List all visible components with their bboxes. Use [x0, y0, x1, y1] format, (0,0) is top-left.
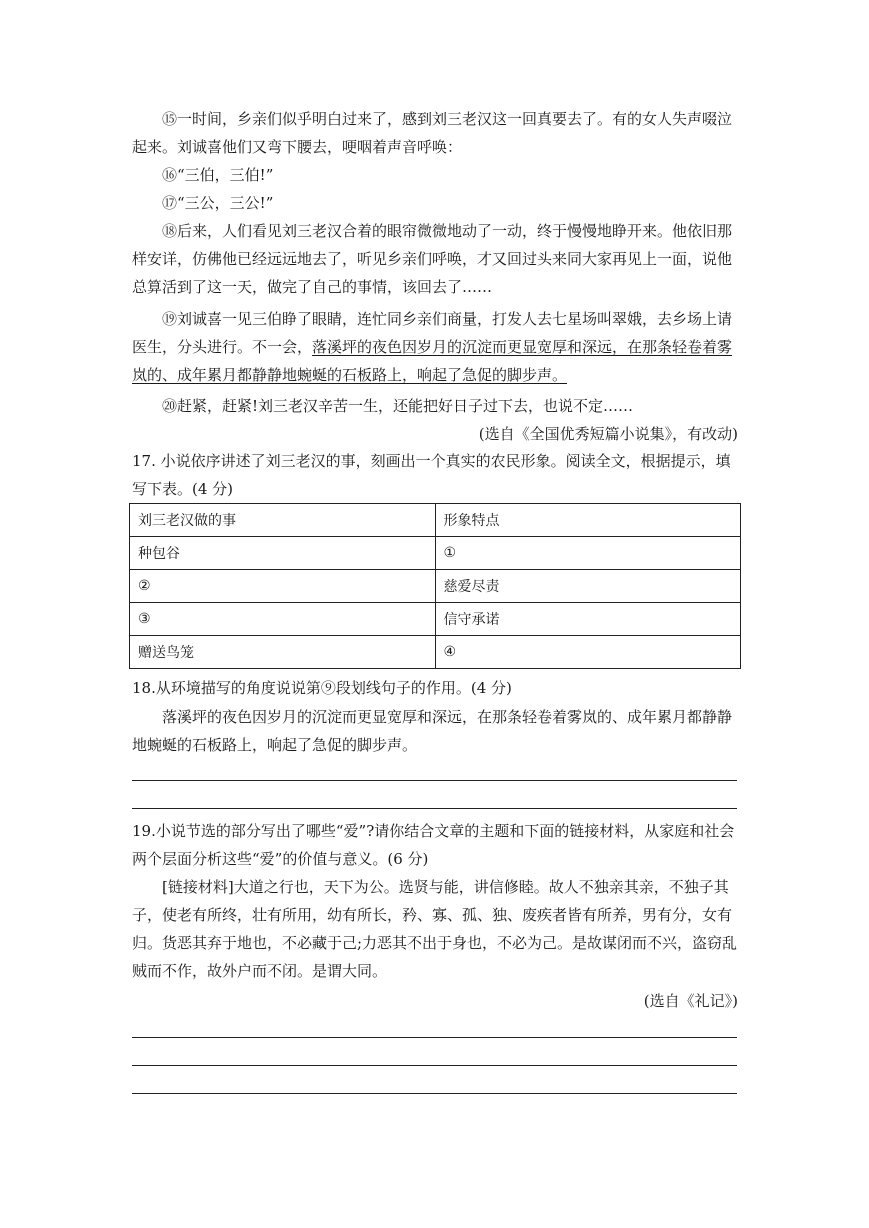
- passage-source: (选自《全国优秀短篇小说集》，有改动): [478, 425, 738, 443]
- answer-line: [132, 1065, 737, 1066]
- answer-line: [132, 780, 737, 781]
- table-cell: ③: [130, 603, 436, 636]
- table-cell: 信守承诺: [435, 603, 741, 636]
- table-cell: 赠送鸟笼: [130, 636, 436, 669]
- table-cell: ①: [435, 537, 741, 570]
- paragraph-19-text: ⑲刘诚喜一见三伯睁了眼睛，连忙同乡亲们商量，打发人去七星场叫翠娥，去乡场上请医生，分头进行。不一会，: [132, 310, 733, 356]
- table-cell: 种包谷: [130, 537, 436, 570]
- question-19-material: [链接材料]大道之行也，天下为公。选贤与能，讲信修睦。故人不独亲其亲，不独子其子，使老有所终，壮有所用，幼有所长，矜、寡、孤、独、废疾者皆有所养，男有分，女有归。货恶其弃于地也，不必藏于己;力恶其不出于身也，不必为己。是故谋闭而不兴，盗窃乱贼而不作，故外户而不闭。是谓大同。: [132, 878, 738, 980]
- question-18-prompt: 18.从环境描写的角度说说第⑨段划线句子的作用。(4 分): [132, 679, 512, 697]
- table-cell: 慈爱尽责: [435, 570, 741, 603]
- paragraph-16: ⑯“三伯，三伯!”: [162, 166, 274, 184]
- paragraph-15: ⑮一时间，乡亲们似乎明白过来了，感到刘三老汉这一回真要去了。有的女人失声啜泣起来。刘诚喜他们又弯下腰去，哽咽着声音呼唤：: [132, 110, 733, 156]
- question-17-prompt: 17. 小说依序讲述了刘三老汉的事，刻画出一个真实的农民形象。阅读全文，根据提示，填写下表。(4 分): [132, 452, 731, 498]
- answer-line: [132, 1093, 737, 1094]
- underlined-sentence: 落溪坪的夜色因岁月的沉淀而更显宽厚和深远，在那条轻卷着雾岚的、成年累月都静静地蜿蜒的石板路上，响起了急促的脚步声。: [132, 338, 733, 384]
- question-17-table: [129, 503, 741, 669]
- paragraph-20: ⑳赶紧，赶紧!刘三老汉辛苦一生，还能把好日子过下去，也说不定……: [162, 397, 634, 415]
- answer-line: [132, 808, 737, 809]
- table-row: [130, 636, 741, 669]
- paragraph-19: [132, 305, 738, 389]
- question-18-quote: 落溪坪的夜色因岁月的沉淀而更显宽厚和深远，在那条轻卷着雾岚的、成年累月都静静地蜿蜒的石板路上，响起了急促的脚步声。: [132, 708, 733, 754]
- material-source: (选自《礼记》): [643, 992, 738, 1010]
- paragraph-17: ⑰“三公，三公!”: [162, 194, 274, 212]
- answer-line: [132, 1037, 737, 1038]
- paragraph-18: ⑱后来，人们看见刘三老汉合着的眼帘微微地动了一动，终于慢慢地睁开来。他依旧那样安详，仿佛他已经远远地去了，听见乡亲们呼唤，才又回过头来同大家再见上一面，说他总算活到了这一天，做完了自己的事情，该回去了……: [132, 222, 733, 296]
- table-cell: ④: [435, 636, 741, 669]
- table-row: [130, 570, 741, 603]
- table-row: [130, 603, 741, 636]
- table-row: [130, 537, 741, 570]
- table-cell: ②: [130, 570, 436, 603]
- table-header-cell: 刘三老汉做的事: [130, 504, 436, 537]
- table-header-row: [130, 504, 741, 537]
- question-19-prompt: 19.小说节选的部分写出了哪些“爱”?请你结合文章的主题和下面的链接材料，从家庭和社会两个层面分析这些“爱”的价值与意义。(6 分): [132, 822, 735, 868]
- table-header-cell: 形象特点: [435, 504, 741, 537]
